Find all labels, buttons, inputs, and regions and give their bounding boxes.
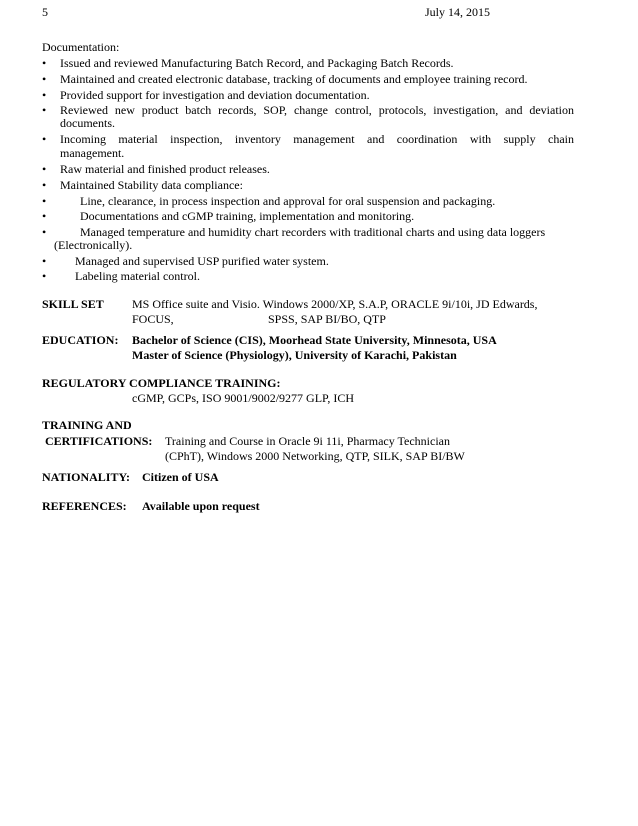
- list-item: Reviewed new product batch records, SOP, change control, protocols, investigation, and deviation: [60, 103, 574, 117]
- page-number: 5: [42, 5, 48, 19]
- list-item: Maintained Stability data compliance:: [60, 178, 243, 192]
- bullet: •: [42, 178, 47, 192]
- bullet: •: [42, 269, 47, 283]
- bullet: •: [42, 162, 47, 176]
- nationality-value: Citizen of USA: [142, 470, 219, 484]
- bullet: •: [42, 72, 47, 86]
- bullet: •: [42, 88, 47, 102]
- list-item: Documentations and cGMP training, implementation and monitoring.: [80, 209, 415, 223]
- bullet: •: [42, 132, 47, 146]
- list-item: Managed temperature and humidity chart recorders with traditional charts and using data loggers: [80, 225, 546, 239]
- references-value: Available upon request: [142, 499, 260, 513]
- header-date: July 14, 2015: [425, 5, 491, 19]
- bullet: •: [42, 254, 47, 268]
- documentation-heading: Documentation:: [42, 40, 120, 54]
- training-label-1: TRAINING AND: [42, 418, 132, 432]
- list-item: Labeling material control.: [75, 269, 200, 283]
- training-line-2: (CPhT), Windows 2000 Networking, QTP, SILK, SAP BI/BW: [165, 449, 465, 463]
- skill-set-line-2b: SPSS, SAP BI/BO, QTP: [268, 312, 386, 326]
- training-line-1: Training and Course in Oracle 9i 11i, Pharmacy Technician: [165, 434, 450, 448]
- bullet: •: [42, 103, 47, 117]
- education-line-1: Bachelor of Science (CIS), Moorhead State University, Minnesota, USA: [132, 333, 497, 347]
- list-item: Line, clearance, in process inspection and approval for oral suspension and packaging.: [80, 194, 496, 208]
- list-item: Incoming material inspection, inventory management and coordination with supply chain: [60, 132, 574, 146]
- education-line-2: Master of Science (Physiology), University of Karachi, Pakistan: [132, 348, 457, 362]
- bullet: •: [42, 209, 47, 223]
- list-item: Raw material and finished product releases.: [60, 162, 270, 176]
- list-item: Issued and reviewed Manufacturing Batch Record, and Packaging Batch Records.: [60, 56, 454, 70]
- skill-set-line-2a: FOCUS,: [132, 312, 174, 326]
- regulatory-label: REGULATORY COMPLIANCE TRAINING:: [42, 376, 281, 390]
- bullet: •: [42, 225, 47, 239]
- skill-set-line-1: MS Office suite and Visio. Windows 2000/XP, S.A.P, ORACLE 9i/10i, JD Edwards,: [132, 297, 538, 311]
- skill-set-label: SKILL SET: [42, 297, 104, 311]
- bullet: •: [42, 56, 47, 70]
- list-item-continuation: documents.: [60, 116, 115, 130]
- bullet: •: [42, 194, 47, 208]
- list-item: Maintained and created electronic database, tracking of documents and employee training record.: [60, 72, 528, 86]
- list-item-continuation: management.: [60, 146, 125, 160]
- regulatory-line-1: cGMP, GCPs, ISO 9001/9002/9277 GLP, ICH: [132, 391, 355, 405]
- education-label: EDUCATION:: [42, 333, 119, 347]
- nationality-label: NATIONALITY:: [42, 470, 131, 484]
- list-item: Managed and supervised USP purified water system.: [75, 254, 329, 268]
- list-item-continuation: (Electronically).: [54, 238, 133, 252]
- list-item: Provided support for investigation and deviation documentation.: [60, 88, 370, 102]
- training-label-2: CERTIFICATIONS:: [45, 434, 153, 448]
- references-label: REFERENCES:: [42, 499, 127, 513]
